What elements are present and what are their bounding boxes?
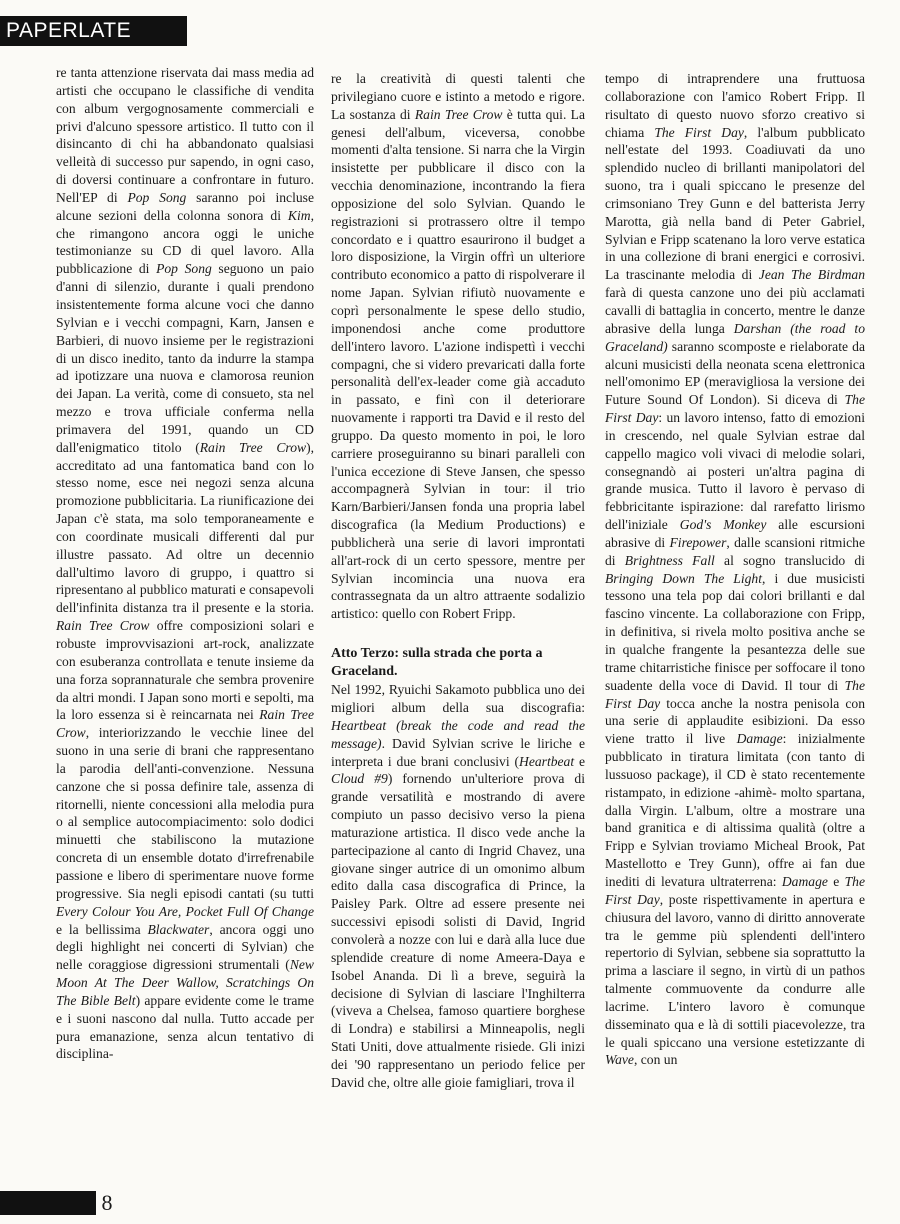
- text-run: , ancora oggi uno degli highlight nei concerti di Sylvian) che nelle coraggiose digressioni strumentali (: [56, 921, 314, 973]
- text-run: e la bellissima: [56, 921, 148, 937]
- text-run: offre composizioni solari e robuste improvvisazioni art-rock, analizzate con esuberanza controllata e tenute insieme da una forza soprannaturale che sembra provenire da altri mondi. I Japan sono morti e sepolti, ma la loro essenza si è reincarnata nei: [56, 618, 314, 723]
- italic-title-run: The First Day: [605, 873, 865, 907]
- text-run: e: [574, 753, 585, 769]
- italic-title-run: Blackwater: [147, 921, 210, 937]
- column-2-text-b: [331, 681, 585, 1091]
- text-run: Nel 1992, Ryuichi Sakamoto pubblica uno dei migliori album della sua discografia:: [331, 682, 585, 715]
- header-bar: [0, 16, 187, 46]
- text-run: alle escursioni abrasive di: [605, 517, 865, 550]
- article-column-3: [605, 70, 865, 1069]
- italic-title-run: Damage: [736, 731, 783, 747]
- text-run: ), accreditato ad una fantomatica band con lo stesso nome, esce nei negozi senza alcuna promozione pubblicitaria. La riunificazione dei Japan c'è stata, ma solo temporaneamente e con coordinate musicali differenti dal pur illustre passato. Ad oltre un decennio dall'ultimo lavoro di gruppo, i quattro si ripresentano al pubblico maturati e consapevoli dell'infinita distanza tra il presente e la storia.: [56, 439, 314, 616]
- text-run: , interiorizzando le vecchie linee del suono in una serie di brani che rappresentano la parodia dell'anti-convenzione. Nessuna canzone che si possa definire tale, assenza di ritornelli, niente concessioni alla melodia pura o al semplice autocompiacimento: solo dodici minuetti che stabiliscono la mutazione concreta di un ensemble dotato d'irrefrenabile passione e libero di sperimentare nuove forme progressive. Sia negli episodi cantati (su tutti: [56, 725, 314, 901]
- text-run: e: [827, 873, 845, 889]
- italic-title-run: Pop Song: [127, 189, 187, 205]
- text-run: seguono un paio d'anni di silenzio, durante i quali prendono insistentemente forma alcune voci che danno Sylvian e i vecchi compagni, Karn, Jansen e Barbieri, di nuovo insieme per le registrazioni di un disco inedito, tanto da indurre la stampa ad ipotizzare una nuova e clamorosa reunion dei Japan. La verità, come di consueto, sta nel mezzo e trova ufficiale conferma nella primavera del 1991, quando un CD dall'enigmatico titolo (: [56, 261, 314, 455]
- italic-title-run: New Moon At The Deer Wallow, Scratchings On The Bible Belt: [56, 957, 314, 1008]
- text-run: , che rimangono ancora oggi le uniche testimonianze su CD di quel lavoro. Alla pubblicazione di: [56, 207, 314, 277]
- italic-title-run: Kim: [287, 207, 311, 223]
- italic-title-run: Heartbeat (break the code and read the message): [331, 717, 585, 751]
- italic-title-run: The First Day: [605, 392, 865, 426]
- text-run: farà di questa canzone uno dei più acclamati cavalli di battaglia in concerto, mentre le danze abrasive della lunga: [605, 285, 865, 336]
- text-run: , poste rispettivamente in apertura e chiusura del lavoro, vanno di diritto annoverate tra le gemme più splendenti dell'intero repertorio di Sylvian, sebbene sia soprattutto la prima a lasciare il segno, in virtù di un pathos talmente commuovente da condurre alle lacrime. L'intero lavoro è comunque disseminato qua e là di sottili piacevolezze, tra le quali spiccano una versione estetizzante di: [605, 891, 865, 1050]
- italic-title-run: Firepower: [669, 534, 727, 550]
- italic-title-run: Rain Tree Crow: [56, 707, 314, 741]
- italic-title-run: Wave: [605, 1052, 634, 1068]
- text-run: : un lavoro intenso, fatto di emozioni in crescendo, nel quale Sylvian estrae dal cappello magico voli vivaci di melodie solari, consegnandò ai posteri un'altra pagina di grande musica. Tutto il lavoro è pervaso di febbricitante ispirazione: dal rarefatto lirismo dell'iniziale: [605, 410, 865, 533]
- italic-title-run: Brightness Fall: [624, 552, 715, 568]
- text-run: ) fornendo un'ulteriore prova di grande versatilità e mostrando di avere compiuto un passo decisivo verso la piena maturazione artistica. Il disco vede anche la partecipazione al canto di Ingrid Chavez, una giovane singer autrice di un omonimo album edito dalla casa discografica di Prince, la Paisley Park. Oltre ad essere presente nei successivi episodi solisti di David, Ingrid convolerà a nozze con lui e darà alla luce due splendide creature di nome Ameera-Daya e Isobel Ananda. Di lì a breve, seguirà la decisione di Sylvian di lasciare l'Inghilterra (viveva a Chelsea, famoso quartiere borghese di Londra) e stabilirsi a Minneapolis, negli Stati Uniti, dove attualmente risiede. Gli inizi dei '90 rappresentano un periodo felice per David che, oltre alle gioie famigliari, trova il: [331, 771, 585, 1090]
- italic-title-run: Heartbeat: [519, 753, 575, 769]
- article-column-1: [56, 64, 314, 1063]
- text-run: tocca anche la nostra penisola con una serie di applaudite esibizioni. Da esso viene tratto il live: [605, 695, 865, 747]
- italic-title-run: God's Monkey: [679, 517, 767, 533]
- text-run: . David Sylvian scrive le liriche e interpreta i due brani conclusivi (: [331, 735, 585, 769]
- italic-title-run: Rain Tree Crow: [199, 439, 307, 455]
- italic-title-run: Bringing Down The Light: [605, 570, 763, 586]
- text-run: , con un: [633, 1052, 678, 1068]
- column-3-text: [605, 70, 865, 1069]
- text-run: al sogno translucido di: [714, 552, 865, 568]
- italic-title-run: Damage: [781, 873, 828, 889]
- italic-title-run: Rain Tree Crow: [414, 106, 503, 122]
- text-run: , i due musicisti tessono una tela pop dai colori brillanti e dal fascino vincente. La collaborazione con Fripp, in definitiva, si rivela molto positiva anche se in qualche frangente la pesantezza delle sue trame chitarristiche finisce per soffocare il tono suadente della voce di David. Il tour di: [605, 570, 866, 693]
- italic-title-run: Cloud #9: [331, 771, 388, 787]
- italic-title-run: The First Day: [654, 124, 744, 140]
- section-heading: Atto Terzo: sulla strada che porta a Graceland.: [331, 646, 543, 680]
- text-run: re la creatività di questi talenti che privilegiano cuore e istinto a metodo e rigore. La sostanza di: [331, 71, 585, 122]
- page-number: 8: [96, 1189, 118, 1217]
- text-run: re tanta attenzione riservata dai mass media ad artisti che occupano le classifiche di vendita con album vergognosamente commerciali e privi d'alcuno spessore artistico. Il tutto con il disincanto di chi ha abbandonato qualsiasi velleità di successo pur sapendo, in ogni caso, di doversi continuare a confrontare in futuro. Nell'EP di: [56, 65, 314, 205]
- italic-title-run: Every Colour You Are, Pocket Full Of Change: [56, 903, 314, 919]
- text-run: , l'album pubblicato nell'estate del 1993. Coadiuvati da uno splendido nucleo di brillanti manipolatori del suono, tra i quali spiccano le presenze del crimsoniano Trey Gunn e del batterista Jerry Marotta, già nella band di Peter Gabriel, Sylvian e Fripp scatenano la loro verve estatica in una collezione di brani energici e corrosivi. La trascinante melodia di: [605, 124, 865, 283]
- italic-title-run: Darshan (the road to Graceland): [605, 320, 865, 354]
- text-run: : inizialmente pubblicato in tiratura limitata (con tanto di lussuoso package), il CD è stato recentemente ristampato, in edizione -ahimè- molto spartana, dalla Virgin. L'album, oltre a mostrare una band granitica e di altissima qualità (oltre a Fripp e Sylvian troviamo Micheal Brook, Pat Mastellotto e Trey Gunn), offre ai fan due inediti di levatura ultraterrena:: [605, 731, 865, 889]
- magazine-title: PAPERLATE: [6, 19, 132, 42]
- italic-title-run: Pop Song: [156, 261, 212, 277]
- column-1-text: [56, 64, 314, 1063]
- text-run: ) appare evidente come le trame e i suoni nascono dal nulla. Tutto accade per pura emanazione, senza alcun tentativo di disciplina-: [56, 992, 314, 1062]
- text-run: tempo di intraprendere una fruttuosa collaborazione con l'amico Robert Fripp. Il risultato di questo nuovo sforzo creativo si chiama: [605, 71, 865, 140]
- text-run: , dalle scansioni ritmiche di: [605, 534, 865, 568]
- text-run: saranno poi incluse alcune sezioni della colonna sonora di: [56, 189, 314, 223]
- column-2-text-a: [331, 70, 585, 623]
- italic-title-run: Rain Tree Crow: [56, 618, 150, 634]
- text-run: è tutta qui. La genesi dell'album, viceversa, conobbe momenti d'alta tensione. Si narra che la Virgin insistette per pubblicare il disco con la vecchia denominazione, incontrando la fiera opposizione del solo Sylvian. Quando le registrazioni si protrassero oltre il tempo concordato e i quattro esaurirono il budget a loro disposizione, la Virgin offrì un ulteriore contributo economico a patto di rispolverare il nome Japan. Sylvian rifiutò nuovamente e coprì personalmente le spese dello studio, imponendosi anche come produttore dell'intero lavoro. L'azione indispettì i vecchi compagni, che si videro prevaricati dalla forte personalità dell'ex-leader come già accaduto in passato, e finì con il deteriorare nuovamente i rapporti tra David e il resto del gruppo. Da questo momento in poi, le loro carriere proseguiranno su binari paralleli con l'unica eccezione di Steve Jansen, che spesso accompagnerà Sylvian in tour: il trio Karn/Barbieri/Jansen fonda una propria label discografica (la Medium Productions) e pubblicherà una serie di lavori improntati all'art-rock di un certo spessore, mentre per Sylvian incomincia una nuova era contrassegnata da un altro attraente sodalizio artistico: quello con Robert Fripp.: [331, 106, 585, 622]
- italic-title-run: The First Day: [605, 677, 865, 711]
- text-run: saranno scomposte e rielaborate da alcuni musicisti della neonata scena elettronica nell'omonimo EP (meravigliosa la versione dei Future Sound Of London). Si diceva di: [605, 338, 865, 408]
- italic-title-run: Jean The Birdman: [758, 267, 866, 283]
- article-column-2: [331, 70, 585, 1092]
